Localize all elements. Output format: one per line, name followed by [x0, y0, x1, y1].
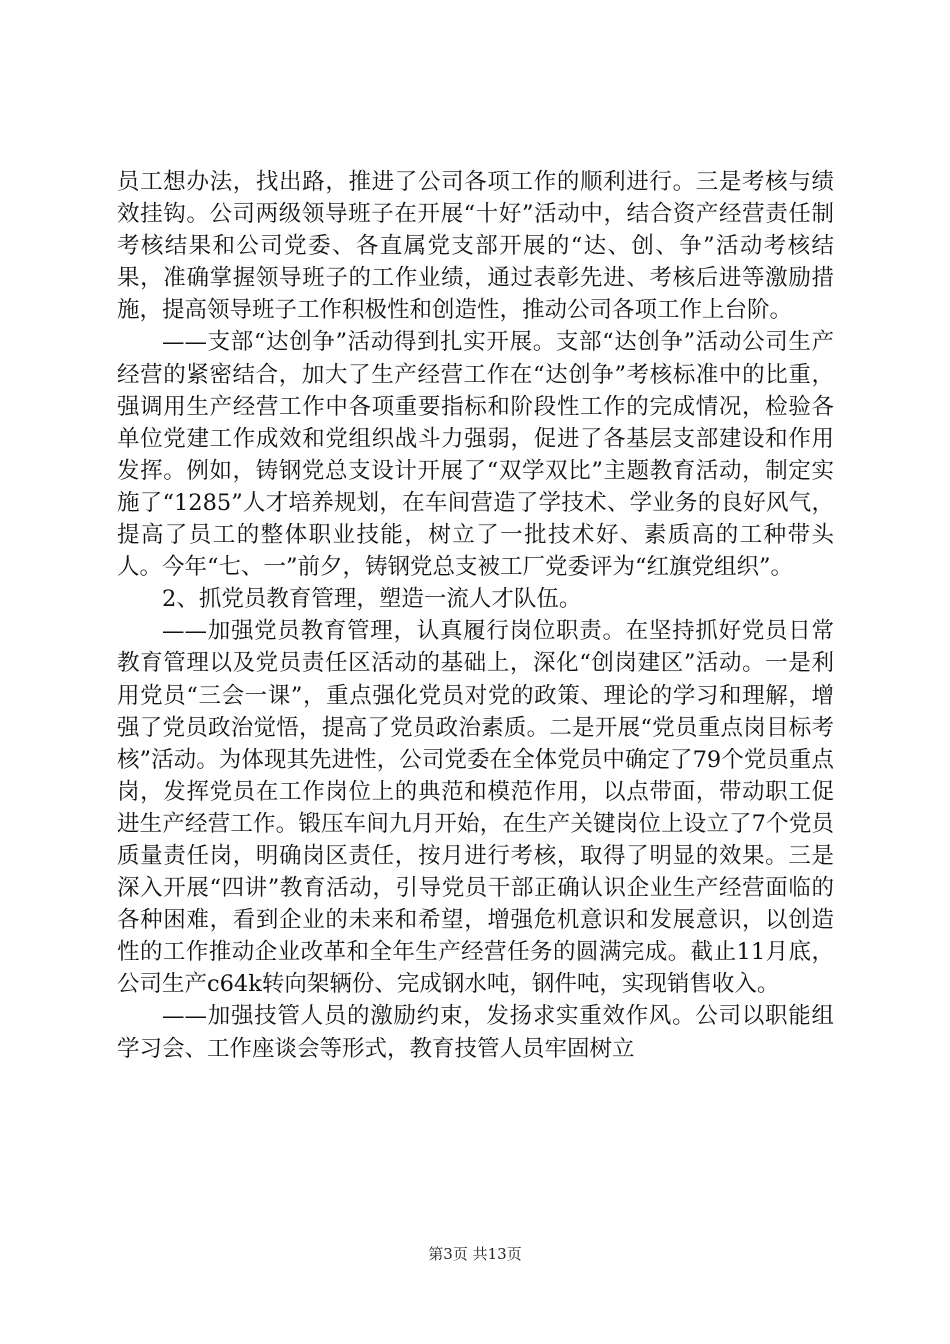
section-heading: 2、抓党员教育管理，塑造一流人才队伍。 [162, 586, 582, 613]
document-body [117, 166, 834, 1065]
paragraph-continuation: 员工想办法，找出路，推进了公司各项工作的顺利进行。三是考核与绩效挂钩。公司两级领导班子在开展“十好”活动中，结合资产经营责任制考核结果和公司党委、各直属党支部开展的“达、创、争”活动考核结果，准确掌握领导班子的工作业绩，通过表彰先进、考核后进等激励措施，提高领导班子工作积极性和创造性，推动公司各项工作上台阶。 [117, 169, 834, 324]
page-number-footer: 第3页 共13页 [428, 1245, 522, 1263]
paragraph-staff-incentives: ——加强技管人员的激励约束，发扬求实重效作风。公司以职能组学习会、工作座谈会等形式，教育技管人员牢固树立 [117, 1003, 834, 1062]
paragraph-party-member-education: ——加强党员教育管理，认真履行岗位职责。在坚持抓好党员日常教育管理以及党员责任区活动的基础上，深化“创岗建区”活动。一是利用党员“三会一课”，重点强化党员对党的政策、理论的学习和理解，增强了党员政治觉悟，提高了党员政治素质。二是开展“党员重点岗目标考核”活动。为体现其先进性，公司党委在全体党员中确定了79个党员重点岗，发挥党员在工作岗位上的典范和模范作用，以点带面，带动职工促进生产经营工作。锻压车间九月开始，在生产关键岗位上设立了7个党员质量责任岗，明确岗区责任，按月进行考核，取得了明显的效果。三是深入开展“四讲”教育活动，引导党员干部正确认识企业生产经营面临的各种困难，看到企业的未来和希望，增强危机意识和发展意识，以创造性的工作推动企业改革和全年生产经营任务的圆满完成。截止11月底，公司生产c64k转向架辆份、完成钢水吨，钢件吨，实现销售收入。 [117, 618, 834, 998]
paragraph-branch-activity: ——支部“达创争”活动得到扎实开展。支部“达创争”活动公司生产经营的紧密结合，加大了生产经营工作在“达创争”考核标准中的比重，强调用生产经营工作中各项重要指标和阶段性工作的完成情况，检验各单位党建工作成效和党组织战斗力强弱，促进了各基层支部建设和作用发挥。例如，铸钢党总支设计开展了“双学双比”主题教育活动，制定实施了“1285”人才培养规划，在车间营造了学技术、学业务的良好风气，提高了员工的整体职业技能，树立了一批技术好、素质高的工种带头人。今年“七、一”前夕，铸钢党总支被工厂党委评为“红旗党组织”。 [117, 329, 834, 581]
